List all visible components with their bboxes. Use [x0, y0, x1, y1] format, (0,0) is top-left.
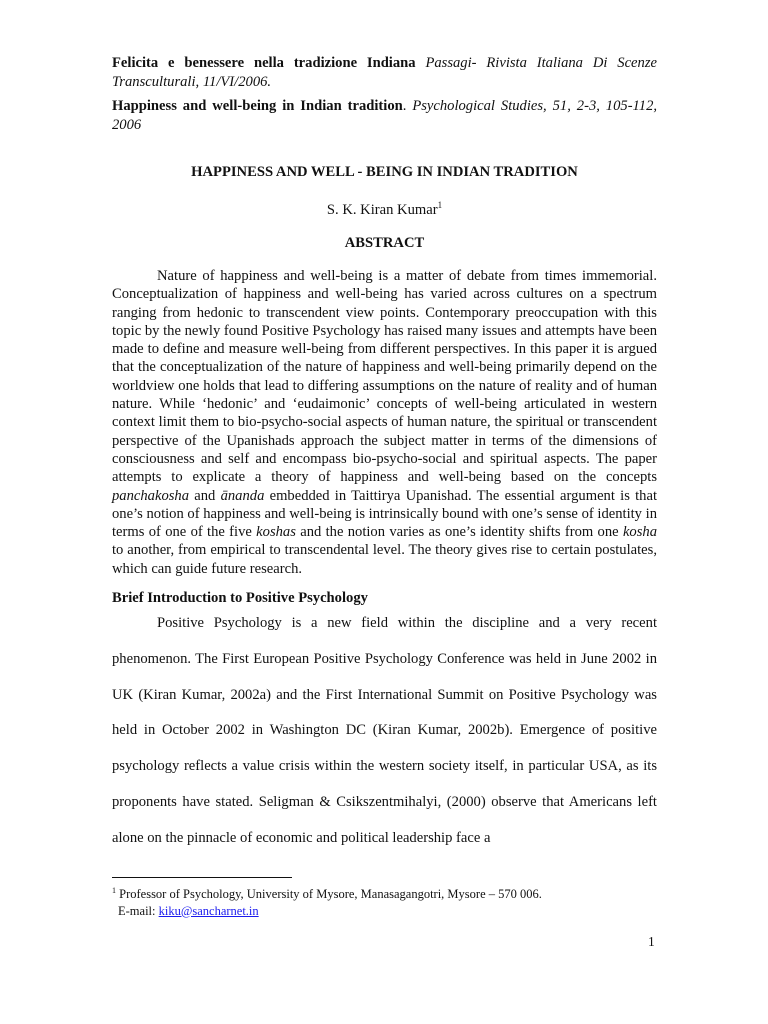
term-panchakosha: panchakosha [112, 487, 190, 504]
email-label: E-mail: [118, 903, 159, 918]
term-koshas: koshas [256, 524, 296, 541]
citation-italian-source: Passagi- Rivista Italiana Di Scenze Transculturali, 11/VI/2006. [112, 55, 657, 90]
author-line [112, 200, 657, 219]
citation-english-source: Psychological Studies, 51, 2-3, 105-112, 2006 [112, 98, 658, 133]
abstract-paragraph [112, 267, 657, 578]
footnote-divider [112, 877, 292, 878]
footnote [112, 883, 657, 919]
term-ananda: ānanda [220, 487, 265, 504]
abstract-text-1: Nature of happiness and well-being is a matter of debate from times immemorial. Conceptualization of happiness and well-being has varied across cultures on a spectrum ranging from hedonic to transcendent view points. Contemporary preoccupation with this topic by the newly found Positive Psychology has raised many issues and attempts have been made to define and measure well-being from different perspectives. In this paper it is argued that the conceptualization of the nature of happiness and well-being primarily depend on the worldview one holds that lead to differing assumptions on the nature of reality and of human nature. While ‘hedonic’ and ‘eudaimonic’ concepts of well-being articulated in western context limit them to bio-psycho-social aspects of human nature, the spiritual or transcendent perspective of the Upanishads approach the subject matter in terms of the dimensions of consciousness and self and encompass bio-psycho-social and spiritual aspects. The paper attempts to explicate a theory of happiness and well-being based on the concepts [112, 268, 657, 486]
abstract-text-4: and the notion varies as one’s identity shifts from one [295, 524, 623, 541]
author-footnote-marker: 1 [437, 200, 443, 210]
footnote-marker: 1 [112, 886, 116, 895]
citation-italian [112, 54, 657, 92]
footnote-email-line [112, 903, 657, 920]
section-heading: Brief Introduction to Positive Psychology [112, 590, 368, 606]
term-kosha: kosha [622, 524, 657, 541]
footnote-affiliation: Professor of Psychology, University of Mysore, Manasagangotri, Mysore – 570 006. [116, 887, 542, 902]
paper-title: HAPPINESS AND WELL - BEING IN INDIAN TRADITION [191, 164, 578, 180]
author-name: S. K. Kiran Kumar [326, 201, 438, 218]
page-number: 1 [648, 934, 655, 949]
abstract-heading: ABSTRACT [344, 235, 425, 251]
citation-italian-title: Felicita e benessere nella tradizione Indiana [112, 55, 416, 71]
citation-english [112, 97, 657, 135]
abstract-text-2: and [189, 487, 221, 504]
abstract-text-5: to another, from empirical to transcendental level. The theory gives rise to certain postulates, which can guide future research. [112, 542, 657, 577]
footnote-affiliation-line [112, 883, 657, 903]
citation-english-title: Happiness and well-being in Indian tradition [112, 98, 403, 114]
citation-separator: . [402, 98, 413, 114]
email-link[interactable]: kiku@sancharnet.in [158, 903, 259, 918]
section-paragraph [112, 606, 657, 857]
section-text: Positive Psychology is a new field within the discipline and a very recent phenomenon. The First European Positive Psychology Conference was held in June 2002 in UK (Kiran Kumar, 2002a) and the First International Summit on Positive Psychology was held in October 2002 in Washington DC (Kiran Kumar, 2002b). Emergence of positive psychology reflects a value crisis within the western society itself, in particular USA, as its proponents have stated. Seligman & Csikszentmihalyi, (2000) observe that Americans left alone on the pinnacle of economic and political leadership face a [112, 615, 657, 846]
abstract-text-3: embedded in Taittirya Upanishad. The essential argument is that one’s notion of happiness and well-being is intrinsically bound with one’s sense of identity in terms of one of the five [112, 487, 658, 541]
